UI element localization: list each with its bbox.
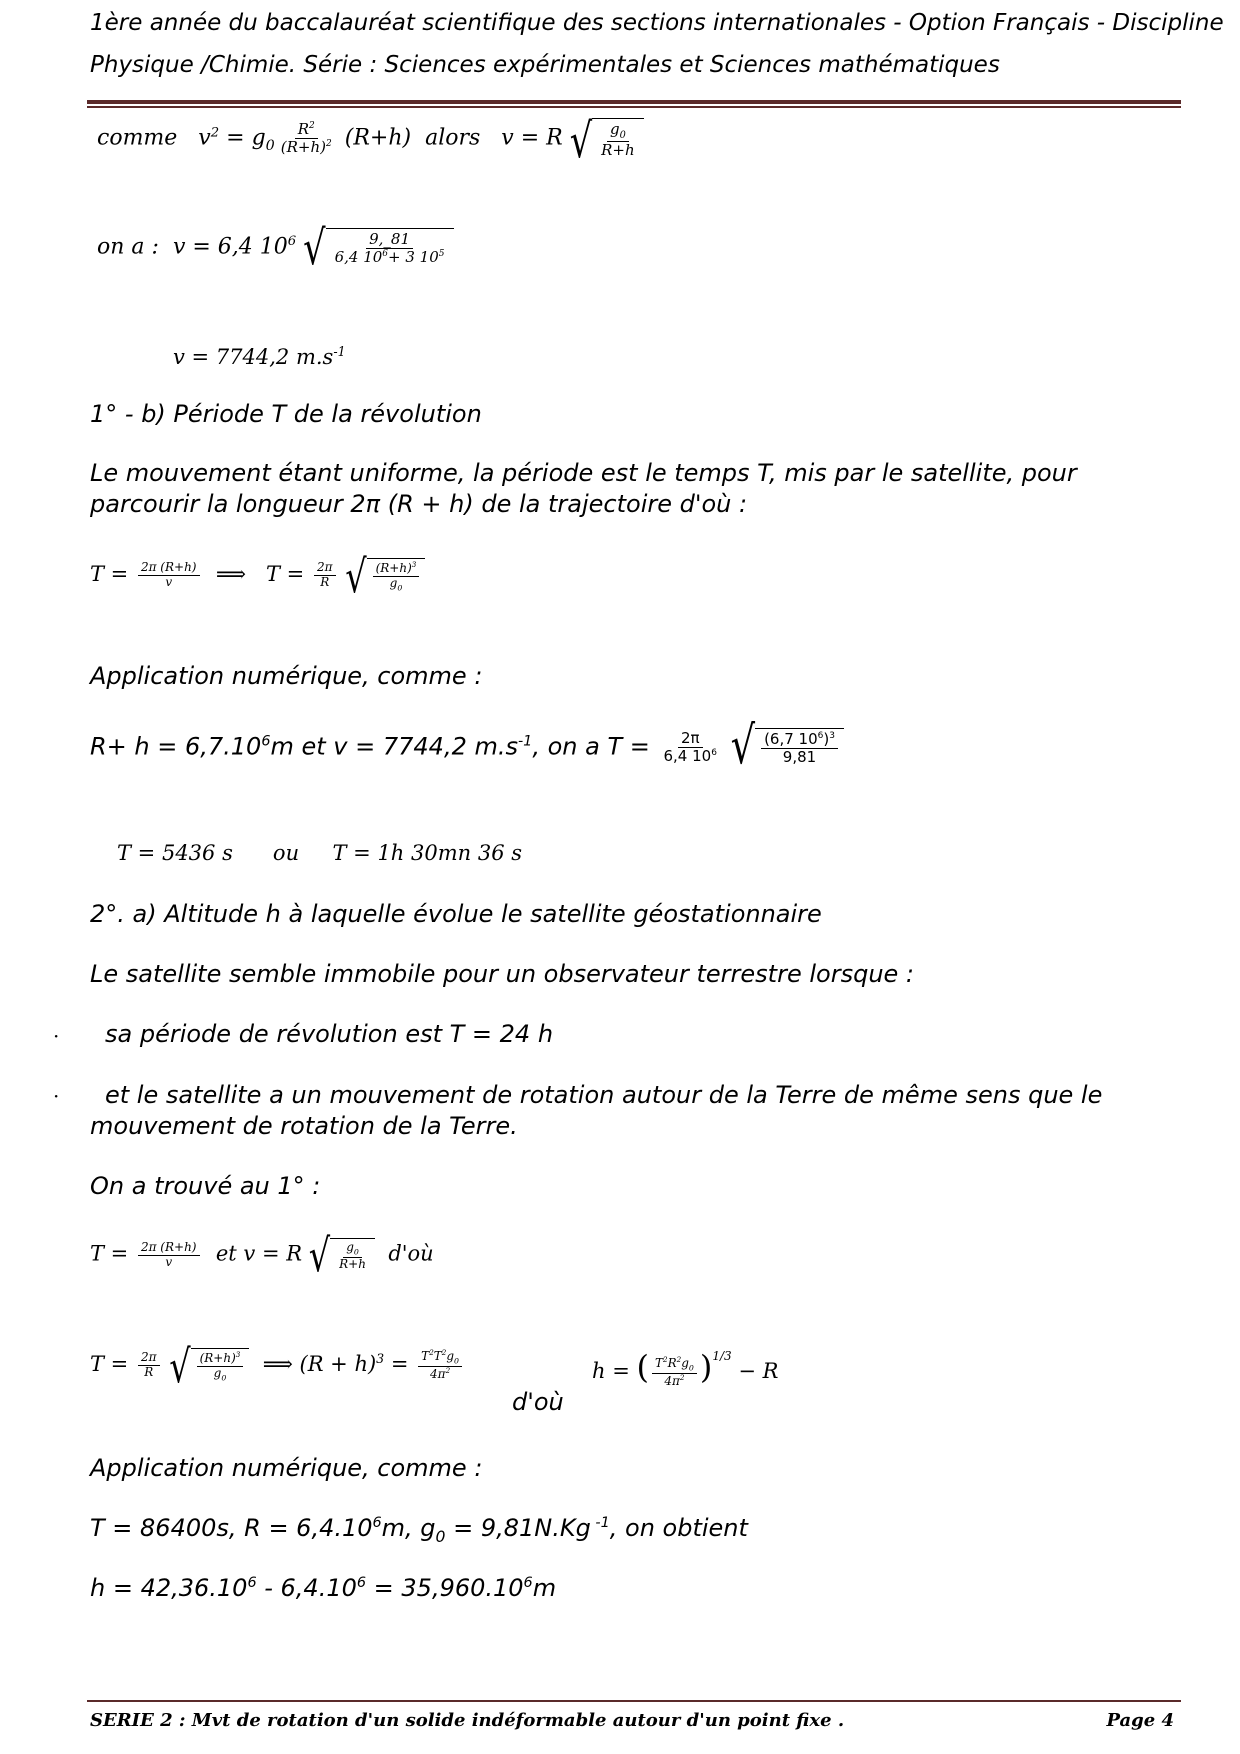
- eq6-minus: − R: [738, 1359, 779, 1383]
- paragraph-1b: Le mouvement étant uniforme, la période est le temps T, mis par le satellite, pour parcourir la longueur 2π (R + h) de la trajectoire d'où :: [90, 459, 1077, 518]
- eq2-den2: + 3 10: [388, 248, 439, 267]
- section-1b-title: 1° - b) Période T de la révolution: [90, 400, 482, 428]
- eq2-num: 9,_81: [366, 231, 413, 249]
- eq4-sqrt-num: (6,7 10: [764, 730, 818, 748]
- eq3-sqrt-num: (R+h): [375, 561, 412, 575]
- equation-v-numeric: on a : v = 6,4 $10^6$ √ $\frac{9,\_81}{6,4 10^6+ 3 10^5}$: [97, 228, 454, 267]
- bullet-1: sa période de révolution est T = 24 h: [105, 1020, 554, 1048]
- eq3-sqrt: √ $\frac{(R+h)^3}{g_0}$: [345, 558, 425, 593]
- eq3-den2: R: [320, 575, 330, 590]
- eq1-sqrt-den: R+h: [601, 141, 635, 160]
- eq6-frac: [138, 1351, 160, 1380]
- eq1-fraction: $\frac{R^2}{(R+h)^2}$: [280, 119, 332, 157]
- equation-period-numeric: $R+ h = 6,7.10^6m$ et v = 7744,2 $m.s^{-1}$, on a T = $\frac{2\pi}{6,4 10^6}$ √ $\frac{(6,7 10^6)^3}{9,81}$: [90, 728, 844, 767]
- eq5-frac: [138, 1241, 200, 1270]
- result-ou: ou: [272, 841, 300, 865]
- eq5-num: 2π (R+h): [138, 1241, 200, 1256]
- eq6-sqrt-num: (R+h): [199, 1351, 236, 1365]
- eq5-sqrt: √ $\frac{g_0}{R+h}$: [309, 1238, 375, 1272]
- result-t2: T = 1h 30mn 36 s: [332, 841, 523, 865]
- equation-period: [90, 549, 425, 603]
- footer-rule: [87, 1700, 1181, 1702]
- eq3-frac2: [314, 561, 336, 590]
- equation-recall: [90, 1228, 434, 1282]
- paragraph-2a: Le satellite semble immobile pour un observateur terrestre lorsque :: [90, 960, 915, 988]
- eq6-den3: 4π: [664, 1374, 680, 1389]
- eq5-den: v: [165, 1254, 173, 1269]
- eq2-lhs: v = 6,4 10: [172, 234, 288, 260]
- h-result: $h = 42,36.10^6 - 6,4.10^6 = 35,960.10^6m$: [90, 1574, 557, 1602]
- eq4-frac: $\frac{2\pi}{6,4 10^6}$: [663, 728, 717, 765]
- section-2a-title: 2°. a) Altitude h à laquelle évolue le satellite géostationnaire: [90, 900, 822, 928]
- values-a: T = 86400s, R = 6,4.10: [90, 1514, 373, 1542]
- header-line-2: Physique /Chimie. Série : Sciences expérimentales et Sciences mathématiques: [90, 52, 1000, 78]
- footer-text: SERIE 2 : Mvt de rotation d'un solide indéformable autour d'un point fixe .: [90, 1710, 845, 1731]
- bullet-2: et le satellite a un mouvement de rotation autour de la Terre de même sens que le mouvement de rotation de la Terre.: [90, 1081, 1103, 1140]
- eq5-dou: d'où: [388, 1241, 434, 1266]
- eq4-den: 6,4 10: [663, 746, 712, 765]
- eq3-implies: ⟹: [215, 562, 246, 587]
- eq4-sqrt-den: 9,81: [782, 748, 817, 767]
- eq4-text: R+ h = 6,7.10: [90, 732, 262, 761]
- header-line-1: 1ère année du baccalauréat scientifique des sections internationales - Option Français - Discipline: [90, 10, 1224, 36]
- eq6-num2: T: [421, 1349, 430, 1364]
- h-a: h = 42,36.10: [90, 1574, 248, 1602]
- eq4-num: 2π: [678, 730, 703, 748]
- values-b: m, g: [381, 1514, 436, 1542]
- eq1-den: (R+h): [280, 138, 326, 157]
- eq1-sqrt-num: g: [609, 120, 620, 138]
- eq6-sqrt: √ $\frac{(R+h)^3}{g_0}$: [169, 1348, 249, 1383]
- eq1-v: v: [198, 125, 211, 151]
- eq1-num: R: [297, 119, 310, 138]
- application-1: Application numérique, comme :: [90, 662, 483, 690]
- eq1-comme: comme: [97, 125, 178, 151]
- eq6-frac3: $\frac{T^2R^2g_0}{4\pi^2}$: [652, 1356, 697, 1389]
- result-v: v = 7744,2 $m.s^{-1}$: [173, 344, 346, 369]
- values-line: T = 86400s, $R = 6,4.10^6m$, $g_0 = 9,81N.Kg$ $^{-1}$, on obtient: [90, 1514, 748, 1546]
- header-rule: [87, 100, 1181, 104]
- eq5-et: et v = R: [215, 1241, 303, 1266]
- application-2: Application numérique, comme :: [90, 1454, 483, 1482]
- eq6-frac2: $\frac{T^2T^2g_0}{4\pi^2}$: [418, 1349, 462, 1382]
- equation-v-squared: comme $v^2 = g_0$ $\frac{R^2}{(R+h)^2}$ (R+h) alors v = R √ $\frac{g_0}{R+h}$: [97, 118, 644, 159]
- h-d: m: [532, 1574, 557, 1602]
- equation-h-formula: h = ( $\frac{T^2R^2g_0}{4\pi^2}$ )$^{1/3}$ − R: [592, 1348, 779, 1389]
- eq6-num3: T: [654, 1355, 663, 1370]
- eq6-den2: 4π: [430, 1367, 446, 1382]
- result-t1: T = 5436 s: [117, 841, 233, 865]
- eq1-g: g: [251, 125, 266, 151]
- eq3-t2: T =: [266, 562, 305, 587]
- eq6-t: T =: [90, 1352, 129, 1377]
- eq6-num: 2π: [138, 1351, 160, 1366]
- result-v-text: v = 7744,2 m.s: [173, 345, 334, 369]
- eq3-sqrt-den: g: [389, 575, 398, 590]
- header-rule-thin: [87, 106, 1181, 108]
- eq1-alors: alors: [425, 125, 481, 151]
- bullet-dot-2: ·: [53, 1084, 60, 1108]
- eq4-on-a: , on a T =: [532, 732, 650, 761]
- eq6-dou-word: d'où: [512, 1388, 564, 1416]
- eq4-m: m et v = 7744,2 m.s: [270, 732, 518, 761]
- result-period: [117, 841, 522, 865]
- eq5-t: T =: [90, 1241, 129, 1266]
- values-c: = 9,81N.Kg: [445, 1514, 591, 1542]
- eq1-v-eq: v = R: [501, 125, 563, 151]
- h-b: - 6,4.10: [256, 1574, 357, 1602]
- eq1-sqrt: √ $\frac{g_0}{R+h}$: [570, 118, 644, 159]
- eq6-implies: ⟹ (R + h): [262, 1352, 377, 1377]
- eq5-sqrt-den: R+h: [339, 1257, 366, 1272]
- eq4-sqrt: √ $\frac{(6,7 10^6)^3}{9,81}$: [731, 728, 844, 767]
- eq6-eq: =: [390, 1352, 409, 1377]
- eq5-sqrt-num: g: [346, 1240, 354, 1254]
- eq2-on-a: on a :: [97, 234, 159, 260]
- eq1-rh: (R+h): [344, 125, 412, 151]
- eq1-equals: =: [226, 125, 245, 151]
- equation-altitude: T = $\frac{2\pi}{R}$ √ $\frac{(R+h)^3}{g_0}$ ⟹ $(R + h)^3$ = $\frac{T^2T^2g_0}{4\pi^2}$: [90, 1348, 465, 1383]
- values-d: , on obtient: [609, 1514, 748, 1542]
- bullet-dot-1: ·: [53, 1024, 60, 1048]
- eq6-sqrt-den: g: [213, 1365, 222, 1380]
- eq2-sqrt: √ $\frac{9,\_81}{6,4 10^6+ 3 10^5}$: [303, 228, 453, 267]
- eq3-t: T =: [90, 562, 129, 587]
- eq2-den: 6,4 10: [334, 248, 383, 267]
- found-at-1: On a trouvé au 1° :: [90, 1172, 321, 1200]
- eq3-den: v: [165, 575, 173, 590]
- h-c: = 35,960.10: [366, 1574, 524, 1602]
- eq3-num2: 2π: [314, 561, 336, 576]
- page-number: Page 4: [1106, 1710, 1174, 1731]
- eq6-h: h =: [592, 1359, 630, 1383]
- eq3-frac: [138, 561, 200, 590]
- eq3-num: 2π (R+h): [138, 561, 200, 576]
- eq6-den: R: [144, 1365, 154, 1380]
